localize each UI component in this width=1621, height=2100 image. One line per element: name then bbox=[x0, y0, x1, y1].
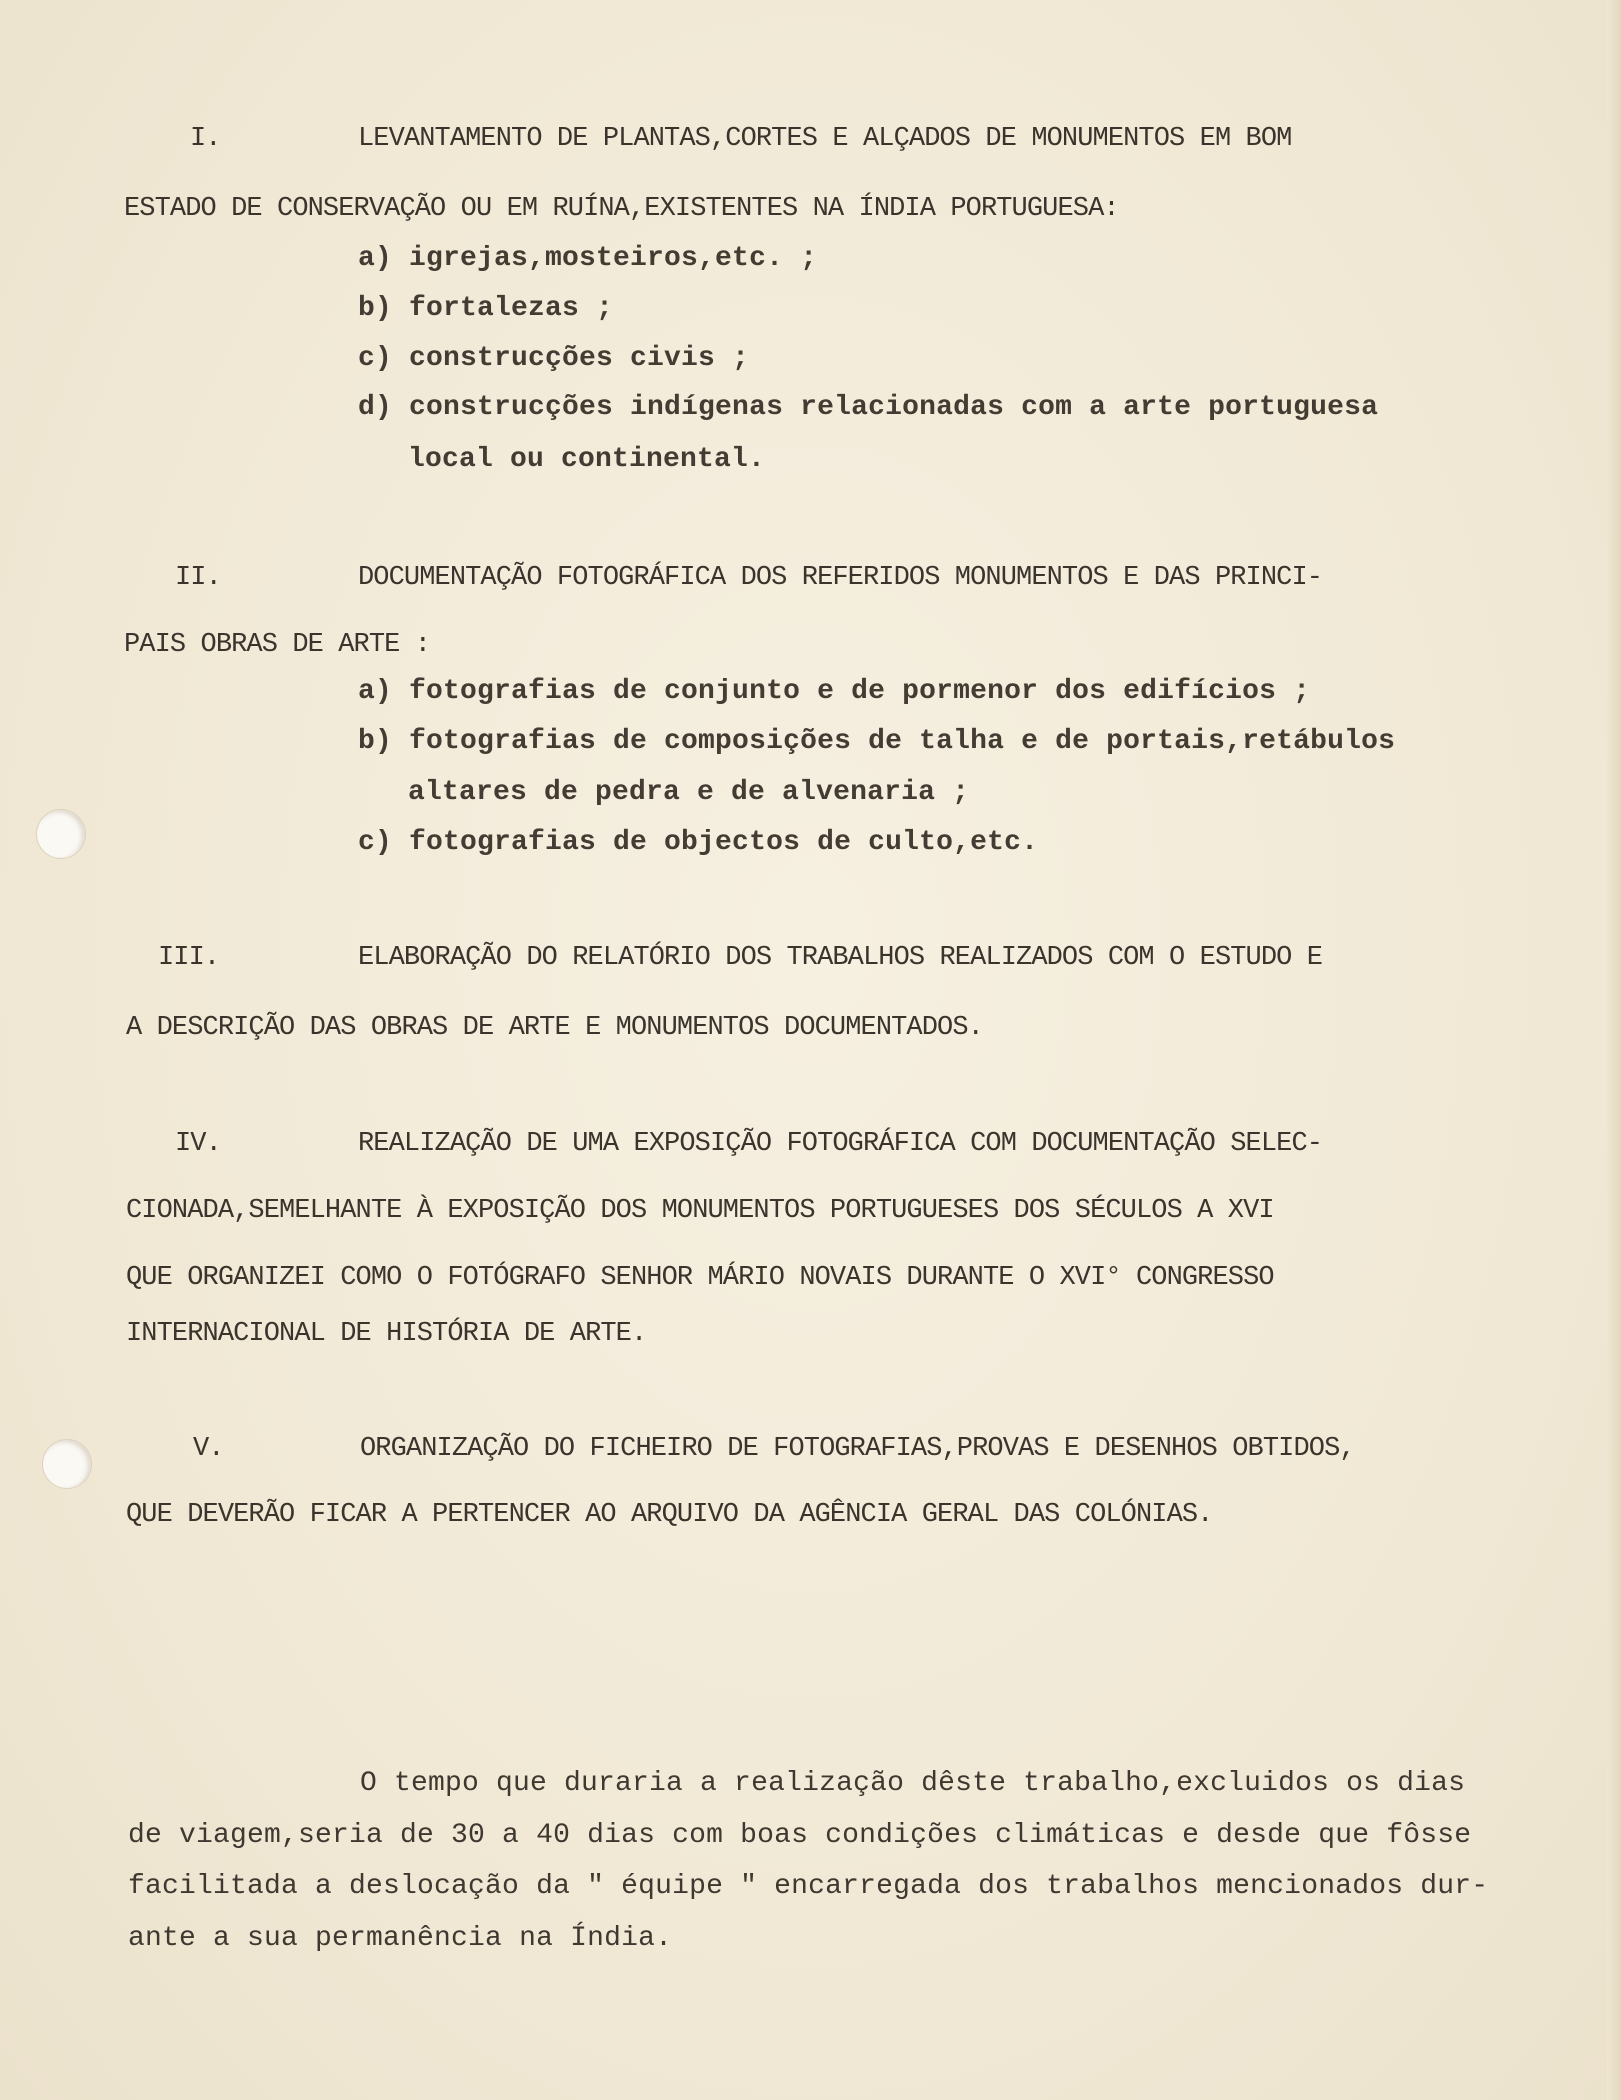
section-i-item-a: a) igrejas,mosteiros,etc. ; bbox=[358, 243, 818, 274]
closing-paragraph-line-4: ante a sua permanência na Índia. bbox=[128, 1923, 673, 1954]
section-iv-heading-line-3: QUE ORGANIZEI COMO O FOTÓGRAFO SENHOR MÁRIO NOVAIS DURANTE O XVI° CONGRESSO bbox=[126, 1263, 1274, 1293]
closing-paragraph-line-2: de viagem,seria de 30 a 40 dias com boas condições climáticas e desde que fôsse bbox=[128, 1820, 1472, 1851]
section-numeral-iv: IV. bbox=[175, 1129, 221, 1159]
section-v-heading-line-1: ORGANIZAÇÃO DO FICHEIRO DE FOTOGRAFIAS,PROVAS E DESENHOS OBTIDOS, bbox=[360, 1434, 1355, 1464]
section-numeral-i: I. bbox=[190, 124, 221, 154]
paper-edge bbox=[1607, 0, 1621, 2100]
section-ii-item-b-continuation: altares de pedra e de alvenaria ; bbox=[408, 777, 970, 808]
section-i-heading-line-1: LEVANTAMENTO DE PLANTAS,CORTES E ALÇADOS DE MONUMENTOS EM BOM bbox=[358, 124, 1292, 154]
section-v-heading-line-2: QUE DEVERÃO FICAR A PERTENCER AO ARQUIVO DA AGÊNCIA GERAL DAS COLÓNIAS. bbox=[126, 1500, 1213, 1530]
punch-hole-lower bbox=[42, 1439, 92, 1489]
section-iv-heading-line-4: INTERNACIONAL DE HISTÓRIA DE ARTE. bbox=[126, 1319, 647, 1349]
section-ii-heading-line-1: DOCUMENTAÇÃO FOTOGRÁFICA DOS REFERIDOS MONUMENTOS E DAS PRINCI- bbox=[358, 563, 1323, 593]
section-numeral-ii: II. bbox=[175, 563, 221, 593]
section-ii-item-a: a) fotografias de conjunto e de pormenor dos edifícios ; bbox=[358, 676, 1311, 707]
section-i-item-d-continuation: local ou continental. bbox=[408, 444, 766, 475]
section-iv-heading-line-2: CIONADA,SEMELHANTE À EXPOSIÇÃO DOS MONUMENTOS PORTUGUESES DOS SÉCULOS A XVI bbox=[126, 1196, 1274, 1226]
section-numeral-iii: III. bbox=[158, 943, 220, 973]
section-i-item-c: c) construcções civis ; bbox=[358, 343, 750, 374]
section-ii-item-b: b) fotografias de composições de talha e de portais,retábulos bbox=[358, 726, 1396, 757]
section-iii-heading-line-2: A DESCRIÇÃO DAS OBRAS DE ARTE E MONUMENTOS DOCUMENTADOS. bbox=[126, 1013, 983, 1043]
section-i-item-b: b) fortalezas ; bbox=[358, 293, 614, 324]
section-i-item-d: d) construcções indígenas relacionadas com a arte portuguesa bbox=[358, 392, 1379, 423]
section-ii-heading-line-2: PAIS OBRAS DE ARTE : bbox=[124, 630, 431, 660]
section-iii-heading-line-1: ELABORAÇÃO DO RELATÓRIO DOS TRABALHOS REALIZADOS COM O ESTUDO E bbox=[358, 943, 1323, 973]
punch-hole-upper bbox=[36, 809, 86, 859]
section-numeral-v: V. bbox=[193, 1434, 224, 1464]
section-iv-heading-line-1: REALIZAÇÃO DE UMA EXPOSIÇÃO FOTOGRÁFICA COM DOCUMENTAÇÃO SELEC- bbox=[358, 1129, 1323, 1159]
closing-paragraph-line-1: O tempo que duraria a realização dêste trabalho,excluidos os dias bbox=[360, 1768, 1466, 1799]
closing-paragraph-line-3: facilitada a deslocação da " équipe " encarregada dos trabalhos mencionados dur- bbox=[128, 1871, 1489, 1902]
section-i-heading-line-2: ESTADO DE CONSERVAÇÃO OU EM RUÍNA,EXISTENTES NA ÍNDIA PORTUGUESA: bbox=[124, 194, 1119, 224]
section-ii-item-c: c) fotografias de objectos de culto,etc. bbox=[358, 827, 1039, 858]
